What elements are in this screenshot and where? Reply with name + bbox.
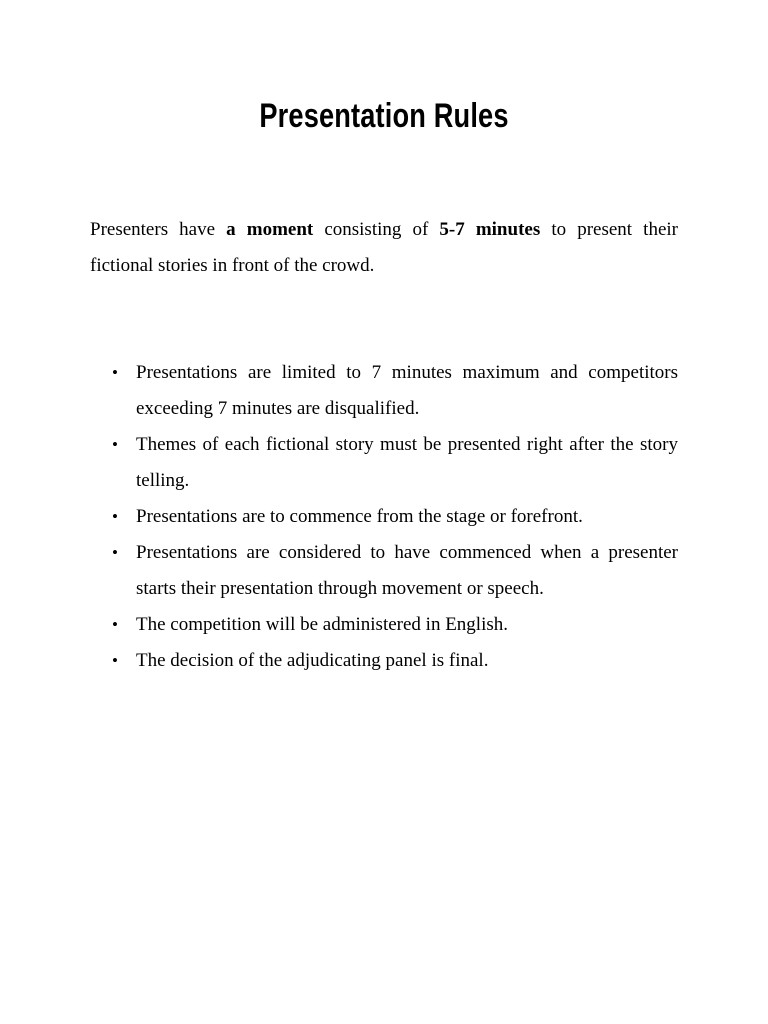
intro-text: to present their fictional stories in front of the crowd. <box>90 219 678 276</box>
rule-item <box>112 355 678 427</box>
rule-item <box>112 499 678 535</box>
intro-text: Presenters have <box>90 219 227 240</box>
bullet-icon: • <box>112 615 118 634</box>
rules-list <box>112 355 678 679</box>
rule-item <box>112 535 678 607</box>
rule-text: Themes of each fictional story must be presented right after the story telling. <box>136 434 678 491</box>
rule-text: The competition will be administered in English. <box>136 614 509 635</box>
rule-text: Presentations are considered to have commenced when a presenter starts their presentation through movement or speech. <box>136 542 678 599</box>
rule-text: Presentations are to commence from the stage or forefront. <box>136 506 583 527</box>
bullet-icon: • <box>112 543 118 562</box>
intro-paragraph <box>90 212 678 284</box>
bullet-icon: • <box>112 507 118 526</box>
intro-text: consisting of <box>313 219 440 240</box>
rule-item <box>112 607 678 643</box>
rule-text: The decision of the adjudicating panel is final. <box>136 650 489 671</box>
rule-item <box>112 427 678 499</box>
intro-bold-moment: a moment <box>226 219 314 240</box>
rule-item <box>112 643 678 679</box>
bullet-icon: • <box>112 435 118 454</box>
rule-text: Presentations are limited to 7 minutes maximum and competitors exceeding 7 minutes are disqualified. <box>136 362 678 419</box>
bullet-icon: • <box>112 363 118 382</box>
bullet-icon: • <box>112 651 118 670</box>
intro-bold-duration: 5-7 minutes <box>439 219 541 240</box>
page-title: Presentation Rules <box>259 97 509 135</box>
